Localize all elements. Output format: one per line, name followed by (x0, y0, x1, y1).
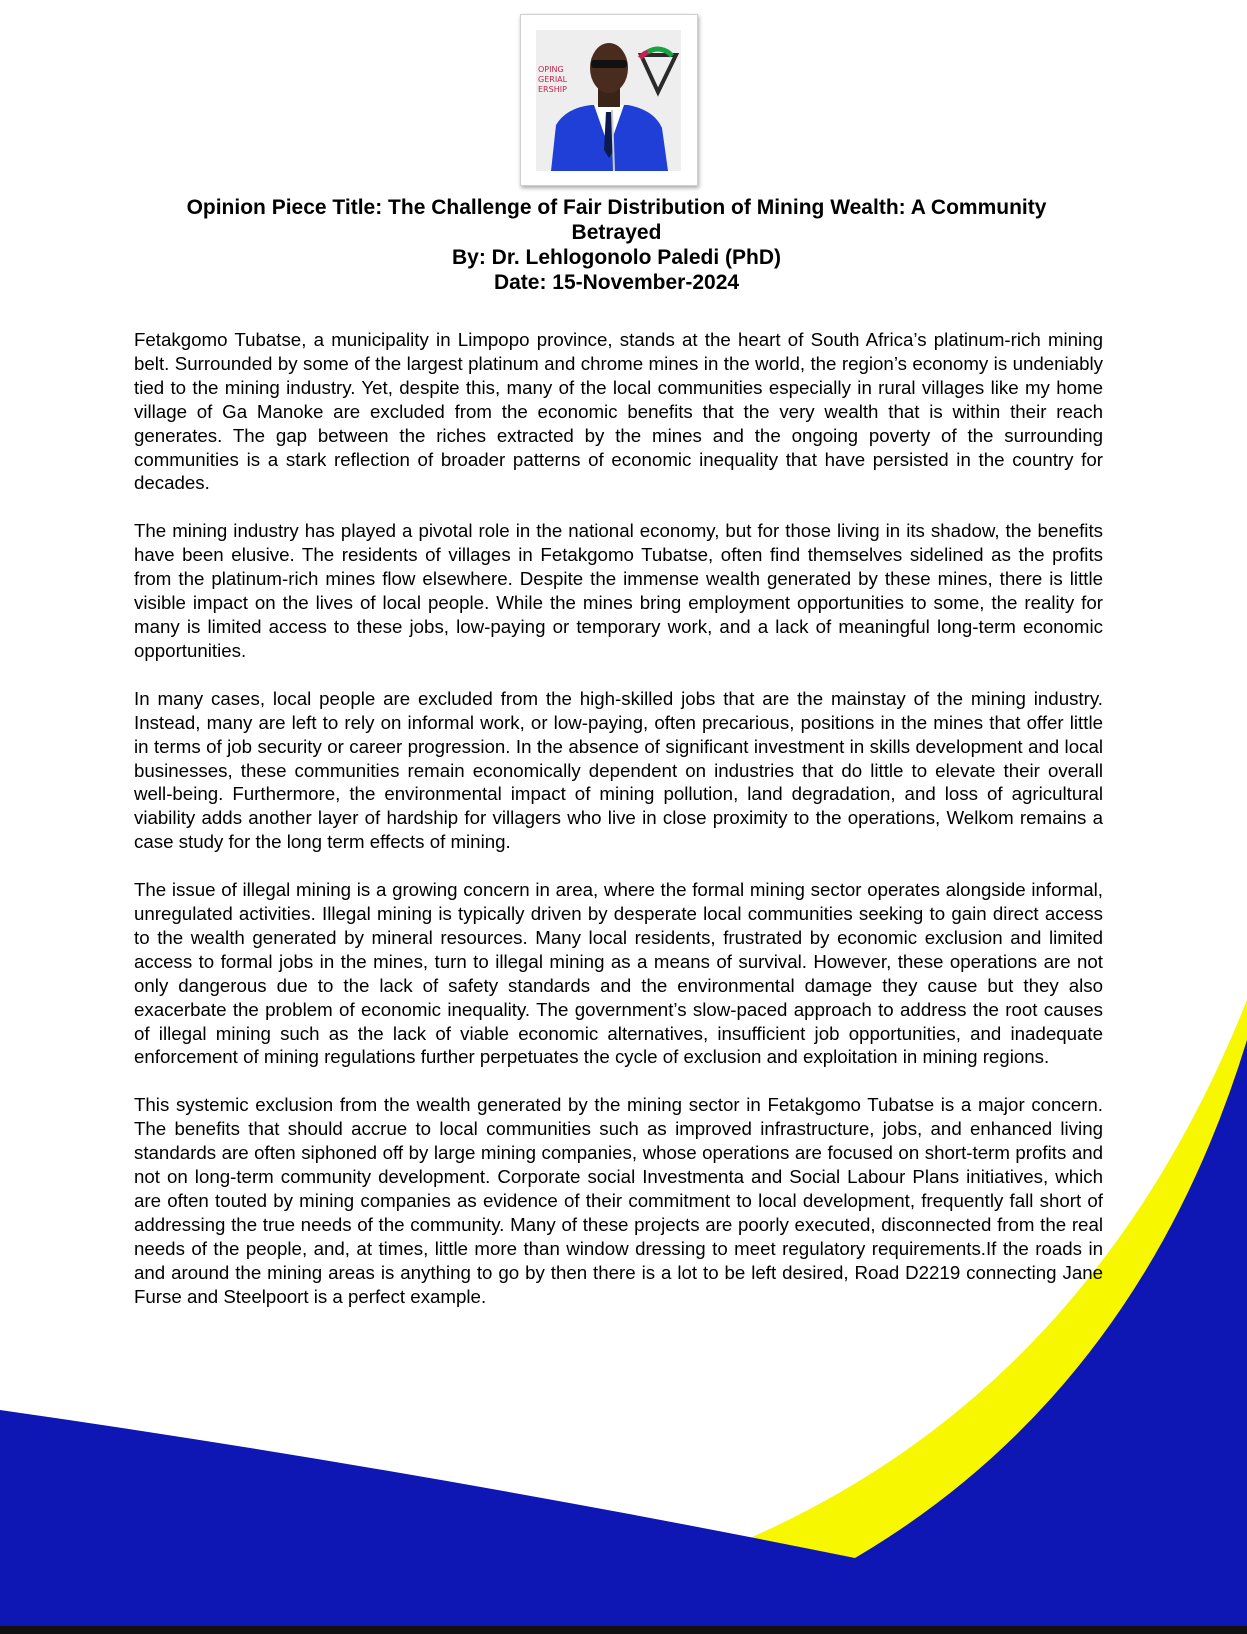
backdrop-text-2: GERIAL (538, 75, 568, 84)
author-portrait-image (536, 30, 681, 171)
title-line-1: Opinion Piece Title: The Challenge of Fair Distribution of Mining Wealth: A Community (186, 196, 1047, 219)
paragraph-1: Fetakgomo Tubatse, a municipality in Limpopo province, stands at the heart of South Africa’s platinum-rich mining belt. Surrounded by some of the largest platinum and chrome mines in the world, the region’s economy is undeniably tied to the mining industry. Yet, despite this, many of the local communities especially in rural villages like my home village of Ga Manoke are excluded from the economic benefits that the very wealth that is within their reach generates. The gap between the riches extracted by the mines and the ongoing poverty of the surrounding communities is a stark reflection of broader patterns of economic inequality that have persisted in the country for decades. (134, 329, 1103, 494)
paragraph-4: The issue of illegal mining is a growing concern in area, where the formal mining sector operates alongside informal, unregulated activities. Illegal mining is typically driven by desperate local communities seeking to gain direct access to the wealth generated by mineral resources. Many local residents, frustrated by economic exclusion and limited access to formal jobs in the mines, turn to illegal mining as a means of survival. However, these operations are not only dangerous due to the lack of safety standards and the environmental damage they cause but they also exacerbate the problem of economic inequality. The government’s slow-paced approach to address the root causes of illegal mining such as the lack of viable economic alternatives, insufficient job opportunities, and inadequate enforcement of mining regulations further perpetuates the cycle of exclusion and exploitation in mining regions. (134, 879, 1103, 1068)
publication-date: Date: 15-November-2024 (493, 271, 740, 294)
paragraph-3: In many cases, local people are excluded from the high-skilled jobs that are the mainstay of the mining industry. Instead, many are left to rely on informal work, or low-paying, often precarious, positions in the mines that offer little in terms of job security or career progression. In the absence of significant investment in skills development and local businesses, these communities remain economically dependent on industries that do little to elevate their overall well-being. Furthermore, the environmental impact of mining pollution, land degradation, and loss of agricultural viability adds another layer of hardship for villagers who live in close proximity to the operations, Welkom remains a case study for the long term effects of mining. (134, 687, 1103, 853)
paragraph-2: The mining industry has played a pivotal role in the national economy, but for those living in its shadow, the benefits have been elusive. The residents of villages in Fetakgomo Tubatse, often find themselves sidelined as the profits from the platinum-rich mines flow elsewhere. Despite the immense wealth generated by these mines, there is little visible impact on the lives of local people. While the mines bring employment opportunities to some, the reality for many is limited access to these jobs, low-paying or temporary work, and a lack of meaningful long-term economic opportunities. (134, 520, 1103, 661)
title-line-2: Betrayed (571, 221, 662, 244)
backdrop-text-3: ERSHIP (538, 85, 567, 94)
article-heading (130, 195, 1103, 295)
paragraph-5: This systemic exclusion from the wealth generated by the mining sector in Fetakgomo Tubatse is a major concern. The benefits that should accrue to local communities such as improved infrastructure, jobs, and enhanced living standards are often siphoned off by large mining companies, whose operations are focused on short-term profits and not on long-term community development. Corporate social Investmenta and Social Labour Plans initiatives, which are often touted by mining companies as evidence of their commitment to local development, frequently fall short of addressing the true needs of the community. Many of these projects are poorly executed, disconnected from the real needs of the people, and, at times, little more than window dressing to meet regulatory requirements.If the roads in and around the mining areas is anything to go by then there is a lot to be left desired, Road D2219 connecting Jane Furse and Steelpoort is a perfect example. (134, 1094, 1103, 1307)
author-photo (520, 14, 698, 186)
sunglasses (591, 60, 627, 68)
article-body (134, 328, 1103, 1333)
backdrop-text-1: OPING (538, 65, 564, 74)
bottom-dark-bar (0, 1626, 1247, 1634)
byline: By: Dr. Lehlogonolo Paledi (PhD) (451, 246, 781, 269)
